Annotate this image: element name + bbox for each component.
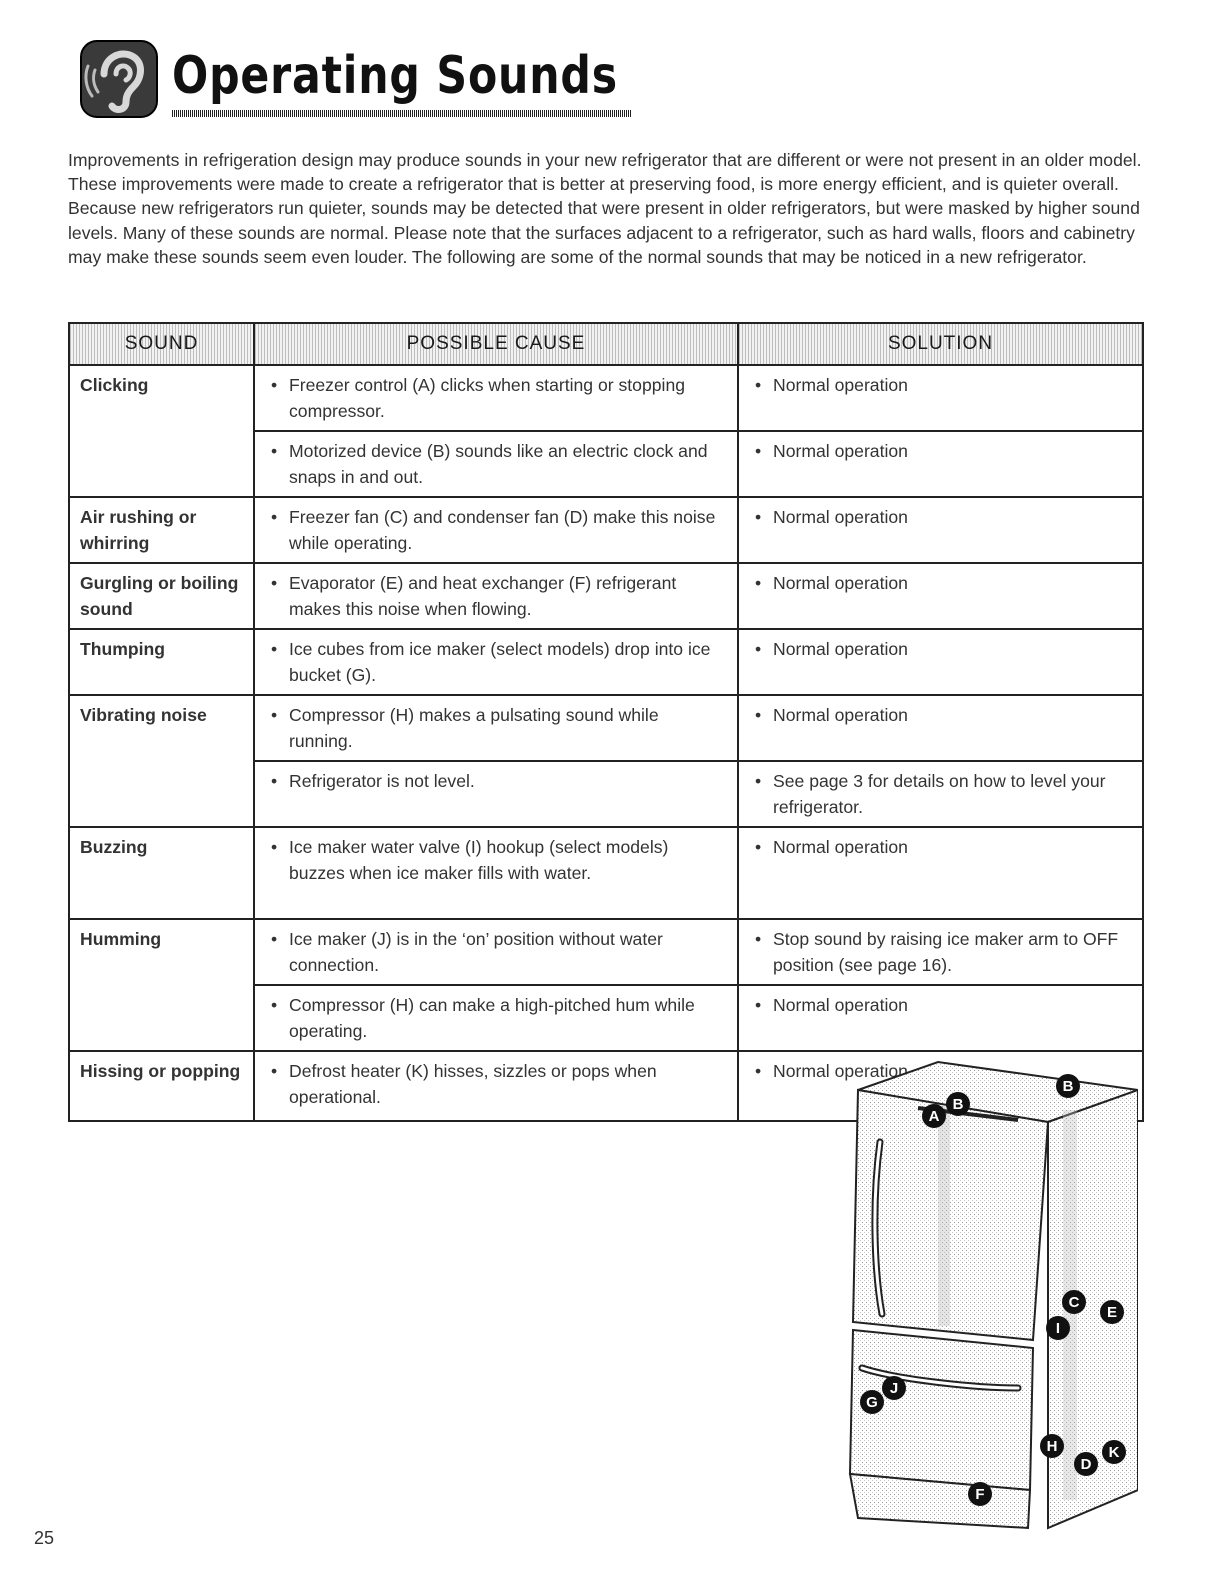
callout-b-back-label: B [1062,1078,1074,1095]
refrigerator-diagram [838,1050,1138,1540]
cause-cell: • Compressor (H) can make a high-pitched hum while operating. [254,985,738,1051]
callout-a-label: A [928,1108,940,1125]
callout-g-label: G [866,1394,878,1411]
table-row [69,629,1143,695]
intro-paragraph: Improvements in refrigeration design may produce sounds in your new refrigerator that are different or were not present in an older model. These improvements were made to create a refrigerator that is better at preserving food, is more energy efficient, and is quieter overall. Because new refrigerators run quieter, sounds may be detected that were present in older refrigerators, but were masked by higher sound levels. Many of these sounds are normal. Please note that the surfaces adjacent to a refrigerator, such as hard walls, floors and cabinetry may make these sounds seem even louder. The following are some of the normal sounds that may be noticed in a new refrigerator. [68,150,1142,267]
solution-cell: • Normal operation [738,695,1143,761]
operating-sounds-table [68,322,1144,1122]
page-header [80,40,618,124]
cause-cell: • Defrost heater (K) hisses, sizzles or pops when operational. [254,1051,738,1121]
title-underline [172,110,632,117]
sound-cell: Hissing or popping [69,1051,254,1121]
callout-b [946,1092,970,1116]
cause-cell: • Ice maker (J) is in the ‘on’ position without water connection. [254,919,738,985]
callout-c-label: C [1068,1294,1080,1311]
solution-cell: • Normal operation [738,1051,1143,1121]
callout-k-label: K [1108,1444,1120,1461]
callout-k [1102,1440,1126,1464]
table-row [69,695,1143,761]
sound-cell: Buzzing [69,827,254,919]
solution-cell: • Normal operation [738,497,1143,563]
table-row [69,497,1143,563]
table-row [69,827,1143,919]
sound-cell: Clicking [69,365,254,497]
callout-h [1040,1434,1064,1458]
cause-cell: • Refrigerator is not level. [254,761,738,827]
sound-cell: Air rushing or whirring [69,497,254,563]
table-row [69,563,1143,629]
table-row [69,919,1143,985]
cause-cell: • Ice cubes from ice maker (select models) drop into ice bucket (G). [254,629,738,695]
header-solution: SOLUTION [738,323,1143,365]
solution-cell: • Normal operation [738,629,1143,695]
cause-cell: • Evaporator (E) and heat exchanger (F) refrigerant makes this noise when flowing. [254,563,738,629]
sound-cell: Vibrating noise [69,695,254,827]
callout-a [922,1104,946,1128]
sound-cell: Thumping [69,629,254,695]
solution-cell: • Normal operation [738,365,1143,431]
header-sound: SOUND [69,323,254,365]
solution-cell: • Normal operation [738,827,1143,919]
callout-d-label: D [1080,1456,1092,1473]
callout-f-label: F [975,1486,985,1503]
callout-i-label: I [1055,1320,1061,1337]
solution-cell: • Normal operation [738,431,1143,497]
header-possible-cause: POSSIBLE CAUSE [254,323,738,365]
sound-cell: Humming [69,919,254,1051]
ear-icon [80,40,158,118]
callout-d [1074,1452,1098,1476]
callout-e [1100,1300,1124,1324]
solution-cell: • Stop sound by raising ice maker arm to OFF position (see page 16). [738,919,1143,985]
table-header-row [69,323,1143,365]
solution-cell: • Normal operation [738,985,1143,1051]
callout-g [860,1390,884,1414]
callout-j [882,1376,906,1400]
cause-cell: • Ice maker water valve (I) hookup (select models) buzzes when ice maker fills with water. [254,827,738,919]
table-row [69,365,1143,431]
page-number: 25 [34,1528,55,1548]
callout-e-label: E [1106,1304,1118,1321]
cause-cell: • Freezer control (A) clicks when starting or stopping compressor. [254,365,738,431]
cause-cell: • Compressor (H) makes a pulsating sound while running. [254,695,738,761]
solution-cell: • See page 3 for details on how to level your refrigerator. [738,761,1143,827]
sound-cell: Gurgling or boiling sound [69,563,254,629]
callout-c [1062,1290,1086,1314]
cause-cell: • Motorized device (B) sounds like an electric clock and snaps in and out. [254,431,738,497]
cause-cell: • Freezer fan (C) and condenser fan (D) make this noise while operating. [254,497,738,563]
solution-cell: • Normal operation [738,563,1143,629]
callout-b-label: B [952,1096,964,1113]
callout-i [1046,1316,1070,1340]
callout-f [968,1482,992,1506]
callout-b-back [1056,1074,1080,1098]
door-highlight [938,1106,950,1326]
page-title: Operating Sounds [172,46,618,106]
callout-h-label: H [1046,1438,1058,1455]
callout-j-label: J [889,1380,899,1397]
